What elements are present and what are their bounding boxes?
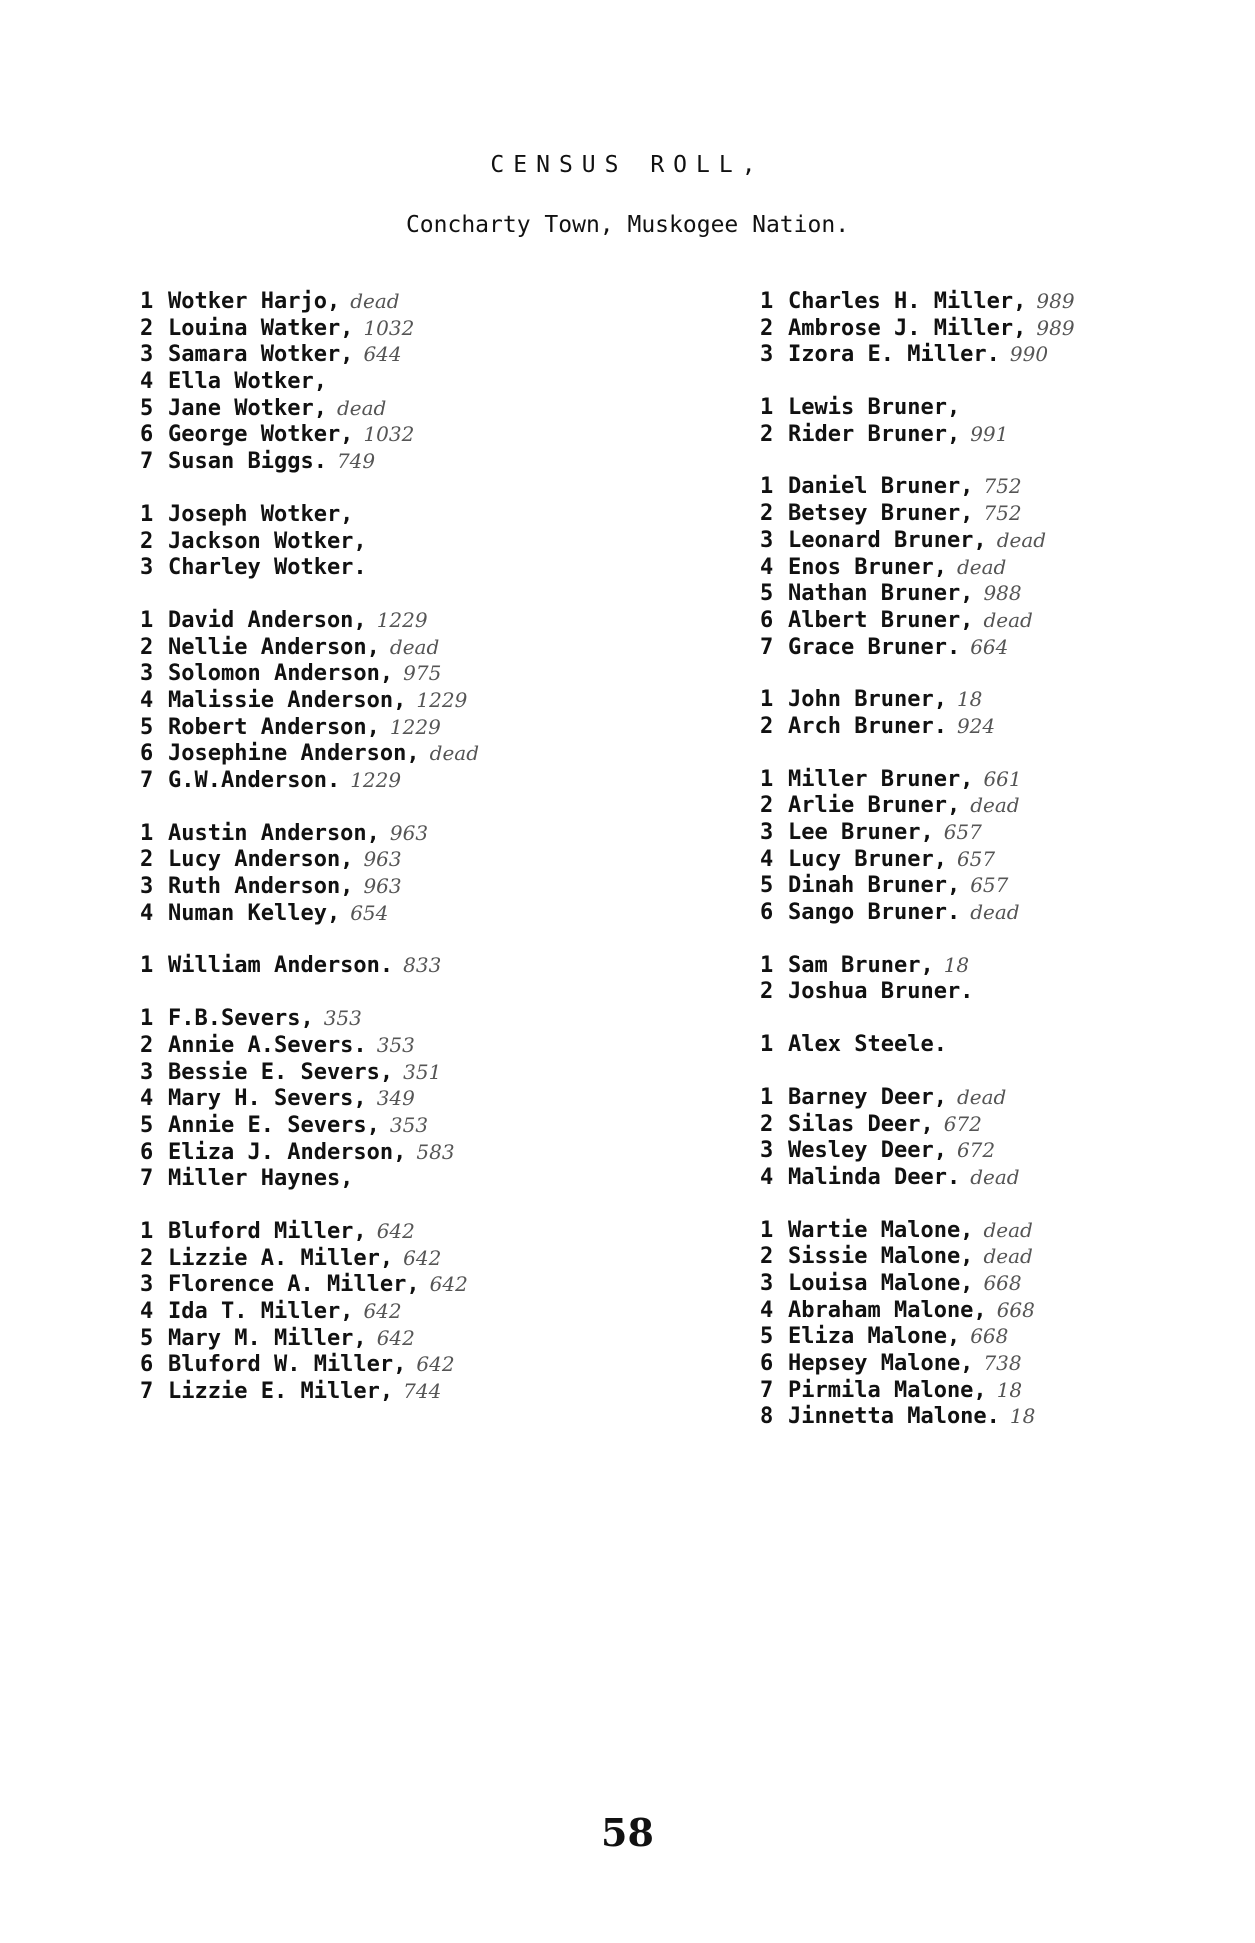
handwritten-annotation: 1229 — [376, 607, 428, 632]
census-entry — [760, 288, 1200, 315]
census-entry — [140, 820, 580, 847]
entry-number: 1 — [760, 1084, 774, 1110]
entry-number: 6 — [140, 1352, 154, 1378]
entry-number: 4 — [140, 369, 154, 395]
entry-name: Samara Wotker, — [168, 342, 354, 368]
census-entry — [140, 767, 580, 794]
entry-name: Rider Bruner, — [788, 421, 961, 447]
handwritten-annotation: 642 — [363, 1299, 402, 1323]
entry-name: Lee Bruner, — [788, 820, 934, 845]
entry-name: Mary M. Miller, — [168, 1325, 367, 1351]
entry-name: Barney Deer, — [788, 1084, 947, 1110]
entry-number: 4 — [140, 687, 154, 713]
handwritten-annotation: 989 — [1036, 289, 1075, 313]
family-group — [140, 820, 580, 927]
entry-name: Lucy Bruner, — [788, 846, 947, 872]
census-entry — [760, 473, 1200, 500]
entry-name: Louina Watker, — [168, 315, 354, 341]
entry-name: Alex Steele. — [788, 1032, 947, 1058]
handwritten-annotation: 963 — [389, 820, 429, 845]
handwritten-annotation: 1229 — [350, 768, 402, 792]
handwritten-annotation: 963 — [363, 847, 402, 872]
census-entry — [140, 1032, 580, 1059]
census-entry — [760, 1111, 1200, 1138]
entry-number: 2 — [760, 713, 774, 739]
page-number: 58 — [601, 1810, 654, 1855]
census-entry — [140, 288, 580, 315]
entry-name: Numan Kelley, — [168, 900, 341, 926]
entry-number: 7 — [140, 449, 154, 475]
entry-name: Jane Wotker, — [168, 395, 327, 421]
entry-name: Josephine Anderson, — [168, 741, 420, 767]
census-entry — [140, 846, 580, 873]
entry-name: Abraham Malone, — [788, 1297, 987, 1323]
entry-number: 3 — [140, 661, 154, 687]
family-group — [760, 1031, 1200, 1058]
census-entry — [140, 554, 580, 581]
entry-number: 2 — [140, 315, 154, 341]
handwritten-annotation: dead — [336, 395, 387, 420]
entry-name: Joshua Bruner. — [788, 979, 974, 1005]
census-entry — [760, 1350, 1200, 1377]
census-entry — [140, 687, 580, 714]
census-entry — [760, 554, 1200, 581]
census-entry — [140, 1059, 580, 1086]
entry-name: Mary H. Severs, — [168, 1086, 367, 1112]
handwritten-annotation: 668 — [996, 1297, 1035, 1322]
entry-number: 1 — [760, 952, 774, 978]
document-title: CENSUS ROLL, — [490, 152, 765, 178]
entry-number: 1 — [140, 289, 154, 314]
family-group — [760, 686, 1200, 739]
census-entry — [140, 1005, 580, 1032]
entry-name: Susan Biggs. — [168, 449, 327, 475]
entry-number: 1 — [760, 687, 774, 713]
entry-number: 3 — [760, 1138, 774, 1164]
handwritten-annotation: 1229 — [389, 714, 441, 739]
handwritten-annotation: 668 — [970, 1324, 1009, 1349]
entry-name: Silas Deer, — [788, 1111, 934, 1137]
handwritten-annotation: dead — [970, 900, 1020, 925]
handwritten-annotation: 668 — [983, 1270, 1022, 1295]
handwritten-annotation: 752 — [983, 474, 1022, 499]
document-subtitle: Concharty Town, Muskogee Nation. — [405, 212, 850, 238]
census-entry — [140, 952, 580, 979]
entry-name: Jinnetta Malone. — [788, 1404, 1000, 1430]
census-entry — [760, 872, 1200, 899]
census-entry — [760, 607, 1200, 634]
entry-name: Albert Bruner, — [788, 607, 974, 633]
entry-name: Arlie Bruner, — [788, 793, 961, 819]
entry-name: Leonard Bruner, — [788, 527, 987, 553]
handwritten-annotation: 657 — [943, 820, 982, 844]
family-group — [760, 1217, 1200, 1431]
census-entry — [760, 634, 1200, 661]
entry-number: 4 — [140, 1299, 154, 1324]
census-entry — [140, 528, 580, 555]
handwritten-annotation: dead — [983, 1244, 1033, 1269]
entry-number: 1 — [760, 395, 774, 421]
census-entry — [140, 740, 580, 767]
entry-number: 7 — [140, 768, 154, 793]
entry-name: Nathan Bruner, — [788, 581, 974, 607]
entry-number: 6 — [140, 741, 154, 767]
entry-name: John Bruner, — [788, 687, 947, 713]
family-group — [760, 952, 1200, 1005]
entry-number: 3 — [760, 342, 774, 368]
entry-name: Arch Bruner. — [788, 713, 947, 739]
census-entry — [760, 1164, 1200, 1191]
entry-number: 5 — [760, 1324, 774, 1350]
census-entry — [140, 341, 580, 368]
handwritten-annotation: 642 — [376, 1218, 415, 1243]
family-group — [140, 952, 580, 979]
handwritten-annotation: 657 — [956, 846, 996, 871]
entry-name: Lizzie E. Miller, — [168, 1379, 394, 1405]
family-group — [140, 501, 580, 581]
entry-number: 2 — [760, 1111, 774, 1137]
handwritten-annotation: 1032 — [363, 315, 415, 340]
entry-name: Ella Wotker, — [168, 369, 327, 395]
entry-number: 1 — [140, 953, 154, 979]
entry-number: 3 — [140, 342, 154, 368]
handwritten-annotation: 672 — [943, 1111, 982, 1136]
census-entry — [760, 1323, 1200, 1350]
entry-name: Joseph Wotker, — [168, 501, 354, 527]
census-entry — [760, 766, 1200, 793]
census-entry — [760, 899, 1200, 926]
census-entry — [140, 1298, 580, 1325]
entry-number: 1 — [140, 607, 154, 633]
family-group — [760, 473, 1200, 660]
entry-name: Dinah Bruner, — [788, 873, 961, 899]
handwritten-annotation: dead — [956, 554, 1007, 579]
handwritten-annotation: 1032 — [363, 422, 415, 447]
entry-number: 5 — [760, 581, 774, 607]
census-entry — [140, 1245, 580, 1272]
census-entry — [140, 1165, 580, 1192]
entry-name: Pirmila Malone, — [788, 1377, 987, 1403]
census-entry — [140, 1085, 580, 1112]
entry-name: Austin Anderson, — [168, 820, 380, 846]
census-entry — [760, 792, 1200, 819]
census-entry — [760, 978, 1200, 1005]
entry-number: 2 — [760, 979, 774, 1005]
entry-number: 6 — [760, 900, 774, 926]
handwritten-annotation: dead — [970, 1164, 1020, 1189]
census-entry — [140, 873, 580, 900]
census-entry — [140, 1112, 580, 1139]
census-entry — [140, 607, 580, 634]
handwritten-annotation: 749 — [336, 449, 376, 474]
census-entry — [140, 1378, 580, 1405]
entry-number: 7 — [760, 1377, 774, 1403]
handwritten-annotation: 661 — [983, 766, 1022, 791]
entry-number: 7 — [140, 1166, 154, 1192]
census-entry — [760, 1137, 1200, 1164]
entry-number: 1 — [760, 1217, 774, 1243]
entry-number: 7 — [760, 634, 774, 660]
handwritten-annotation: 924 — [956, 713, 996, 738]
entry-number: 1 — [140, 501, 154, 527]
entry-name: Sango Bruner. — [788, 900, 961, 926]
entry-number: 5 — [140, 395, 154, 421]
handwritten-annotation: dead — [970, 793, 1020, 818]
census-entry — [760, 1297, 1200, 1324]
entry-name: Lizzie A. Miller, — [168, 1245, 394, 1271]
entry-name: Malissie Anderson, — [168, 687, 407, 713]
handwritten-annotation: dead — [983, 1217, 1033, 1242]
entry-name: Wotker Harjo, — [168, 289, 341, 314]
entry-number: 4 — [760, 554, 774, 580]
handwritten-annotation: dead — [429, 741, 480, 766]
entry-number: 1 — [140, 1006, 154, 1032]
handwritten-annotation: 642 — [403, 1245, 442, 1270]
right-column — [760, 288, 1200, 1456]
entry-number: 4 — [140, 900, 154, 926]
entry-number: 2 — [140, 634, 154, 660]
handwritten-annotation: 657 — [970, 873, 1009, 898]
entry-number: 8 — [760, 1404, 774, 1430]
handwritten-annotation: 738 — [983, 1351, 1022, 1375]
left-column — [140, 288, 580, 1431]
handwritten-annotation: 642 — [429, 1272, 468, 1297]
handwritten-annotation: 672 — [956, 1138, 996, 1163]
handwritten-annotation: 963 — [363, 874, 402, 899]
entry-number: 1 — [760, 766, 774, 792]
entry-number: 5 — [140, 714, 154, 740]
entry-number: 3 — [140, 555, 154, 581]
entry-name: Bessie E. Severs, — [168, 1059, 394, 1085]
entry-number: 4 — [760, 846, 774, 872]
entry-name: William Anderson. — [168, 953, 394, 979]
handwritten-annotation: dead — [956, 1084, 1007, 1109]
census-entry — [760, 952, 1200, 979]
entry-number: 6 — [760, 1351, 774, 1376]
census-entry — [140, 448, 580, 475]
handwritten-annotation: 351 — [403, 1059, 442, 1084]
entry-number: 2 — [140, 528, 154, 554]
family-group — [140, 607, 580, 794]
entry-number: 1 — [760, 1032, 774, 1058]
entry-name: David Anderson, — [168, 607, 367, 633]
handwritten-annotation: 644 — [363, 342, 402, 367]
census-entry — [140, 1271, 580, 1298]
handwritten-annotation: 654 — [350, 900, 389, 925]
handwritten-annotation: 642 — [416, 1352, 455, 1377]
entry-name: Lewis Bruner, — [788, 395, 961, 421]
census-entry — [140, 315, 580, 342]
entry-name: Bluford W. Miller, — [168, 1352, 407, 1378]
entry-name: Ruth Anderson, — [168, 874, 354, 900]
family-group — [760, 766, 1200, 926]
handwritten-annotation: 18 — [1009, 1404, 1036, 1429]
entry-number: 6 — [140, 422, 154, 448]
entry-name: Betsey Bruner, — [788, 501, 974, 527]
census-entry — [760, 394, 1200, 421]
census-entry — [140, 368, 580, 395]
entry-number: 1 — [140, 1218, 154, 1244]
entry-name: Sissie Malone, — [788, 1244, 974, 1270]
handwritten-annotation: 989 — [1036, 315, 1075, 340]
census-entry — [760, 819, 1200, 846]
entry-name: Miller Haynes, — [168, 1166, 354, 1192]
entry-name: G.W.Anderson. — [168, 768, 341, 793]
entry-number: 2 — [140, 1032, 154, 1058]
family-group — [140, 1005, 580, 1192]
census-entry — [140, 421, 580, 448]
handwritten-annotation: 991 — [970, 421, 1009, 446]
entry-number: 3 — [140, 1272, 154, 1298]
census-entry — [140, 900, 580, 927]
entry-number: 3 — [140, 874, 154, 900]
entry-name: F.B.Severs, — [168, 1006, 314, 1032]
entry-name: George Wotker, — [168, 422, 354, 448]
entry-name: Ida T. Miller, — [168, 1299, 354, 1324]
entry-number: 4 — [140, 1086, 154, 1112]
entry-number: 2 — [760, 315, 774, 341]
entry-number: 2 — [760, 1244, 774, 1270]
entry-name: Malinda Deer. — [788, 1164, 961, 1190]
family-group — [140, 1218, 580, 1405]
handwritten-annotation: 18 — [943, 952, 970, 977]
entry-name: Charles H. Miller, — [788, 289, 1027, 314]
entry-name: Eliza Malone, — [788, 1324, 961, 1350]
entry-name: Bluford Miller, — [168, 1218, 367, 1244]
entry-number: 2 — [760, 501, 774, 527]
handwritten-annotation: 1229 — [416, 687, 468, 712]
entry-number: 2 — [140, 1245, 154, 1271]
entry-name: Florence A. Miller, — [168, 1272, 420, 1298]
entry-number: 3 — [760, 527, 774, 553]
entry-number: 5 — [140, 1325, 154, 1351]
entry-number: 3 — [760, 820, 774, 845]
entry-name: Eliza J. Anderson, — [168, 1139, 407, 1165]
entry-number: 2 — [760, 793, 774, 819]
entry-name: Izora E. Miller. — [788, 342, 1000, 368]
entry-number: 3 — [140, 1059, 154, 1085]
census-entry — [140, 634, 580, 661]
census-entry — [760, 846, 1200, 873]
entry-name: Grace Bruner. — [788, 634, 961, 660]
census-entry — [760, 1403, 1200, 1430]
handwritten-annotation: 988 — [983, 581, 1022, 606]
entry-name: Ambrose J. Miller, — [788, 315, 1027, 341]
entry-number: 2 — [140, 847, 154, 873]
entry-name: Louisa Malone, — [788, 1270, 974, 1296]
entry-name: Nellie Anderson, — [168, 634, 380, 660]
census-entry — [760, 1217, 1200, 1244]
census-entry — [140, 714, 580, 741]
handwritten-annotation: 975 — [403, 661, 442, 686]
census-entry — [760, 1243, 1200, 1270]
entry-name: Hepsey Malone, — [788, 1351, 974, 1376]
census-entry — [760, 1084, 1200, 1111]
handwritten-annotation: 353 — [376, 1032, 415, 1057]
census-entry — [760, 686, 1200, 713]
entry-name: Enos Bruner, — [788, 554, 947, 580]
family-group — [760, 394, 1200, 447]
handwritten-annotation: 349 — [376, 1086, 415, 1111]
entry-name: Sam Bruner, — [788, 952, 934, 978]
census-entry — [140, 660, 580, 687]
census-entry — [760, 315, 1200, 342]
handwritten-annotation: dead — [996, 527, 1047, 552]
entry-number: 3 — [760, 1270, 774, 1296]
entry-number: 4 — [760, 1297, 774, 1323]
entry-number: 1 — [760, 289, 774, 314]
entry-number: 1 — [140, 820, 154, 846]
entry-name: Lucy Anderson, — [168, 847, 354, 873]
entry-name: Miller Bruner, — [788, 766, 974, 792]
census-entry — [760, 1377, 1200, 1404]
entry-number: 4 — [760, 1164, 774, 1190]
entry-number: 2 — [760, 421, 774, 447]
entry-number: 5 — [140, 1112, 154, 1138]
handwritten-annotation: dead — [389, 634, 440, 659]
handwritten-annotation: 744 — [403, 1379, 442, 1404]
census-entry — [760, 1270, 1200, 1297]
entry-number: 7 — [140, 1379, 154, 1405]
census-entry — [140, 1218, 580, 1245]
census-entry — [140, 1139, 580, 1166]
family-group — [760, 1084, 1200, 1191]
census-entry — [760, 1031, 1200, 1058]
entry-number: 5 — [760, 873, 774, 899]
census-entry — [760, 580, 1200, 607]
census-entry — [760, 421, 1200, 448]
handwritten-annotation: 752 — [983, 501, 1022, 526]
census-entry — [760, 527, 1200, 554]
entry-number: 6 — [760, 607, 774, 633]
handwritten-annotation: 990 — [1009, 342, 1049, 367]
handwritten-annotation: 18 — [996, 1377, 1023, 1402]
census-entry — [760, 341, 1200, 368]
census-entry — [760, 500, 1200, 527]
census-entry — [140, 1325, 580, 1352]
handwritten-annotation: dead — [350, 289, 400, 313]
census-entry — [140, 501, 580, 528]
entry-number: 6 — [140, 1139, 154, 1165]
entry-name: Daniel Bruner, — [788, 474, 974, 500]
entry-name: Wesley Deer, — [788, 1138, 947, 1164]
entry-name: Robert Anderson, — [168, 714, 380, 740]
handwritten-annotation: 353 — [323, 1006, 362, 1031]
handwritten-annotation: 833 — [403, 953, 442, 978]
entry-name: Annie A.Severs. — [168, 1032, 367, 1058]
entry-name: Charley Wotker. — [168, 555, 367, 581]
handwritten-annotation: 583 — [416, 1139, 455, 1164]
census-entry — [140, 395, 580, 422]
family-group — [140, 288, 580, 475]
census-entry — [140, 1351, 580, 1378]
handwritten-annotation: 353 — [389, 1112, 429, 1137]
entry-name: Solomon Anderson, — [168, 661, 394, 687]
census-entry — [760, 713, 1200, 740]
entry-name: Jackson Wotker, — [168, 528, 367, 554]
handwritten-annotation: 642 — [376, 1325, 415, 1350]
entry-name: Annie E. Severs, — [168, 1112, 380, 1138]
family-group — [760, 288, 1200, 368]
entry-number: 1 — [760, 474, 774, 500]
handwritten-annotation: dead — [983, 607, 1033, 632]
handwritten-annotation: 18 — [956, 687, 983, 712]
entry-name: Wartie Malone, — [788, 1217, 974, 1243]
handwritten-annotation: 664 — [970, 634, 1009, 659]
